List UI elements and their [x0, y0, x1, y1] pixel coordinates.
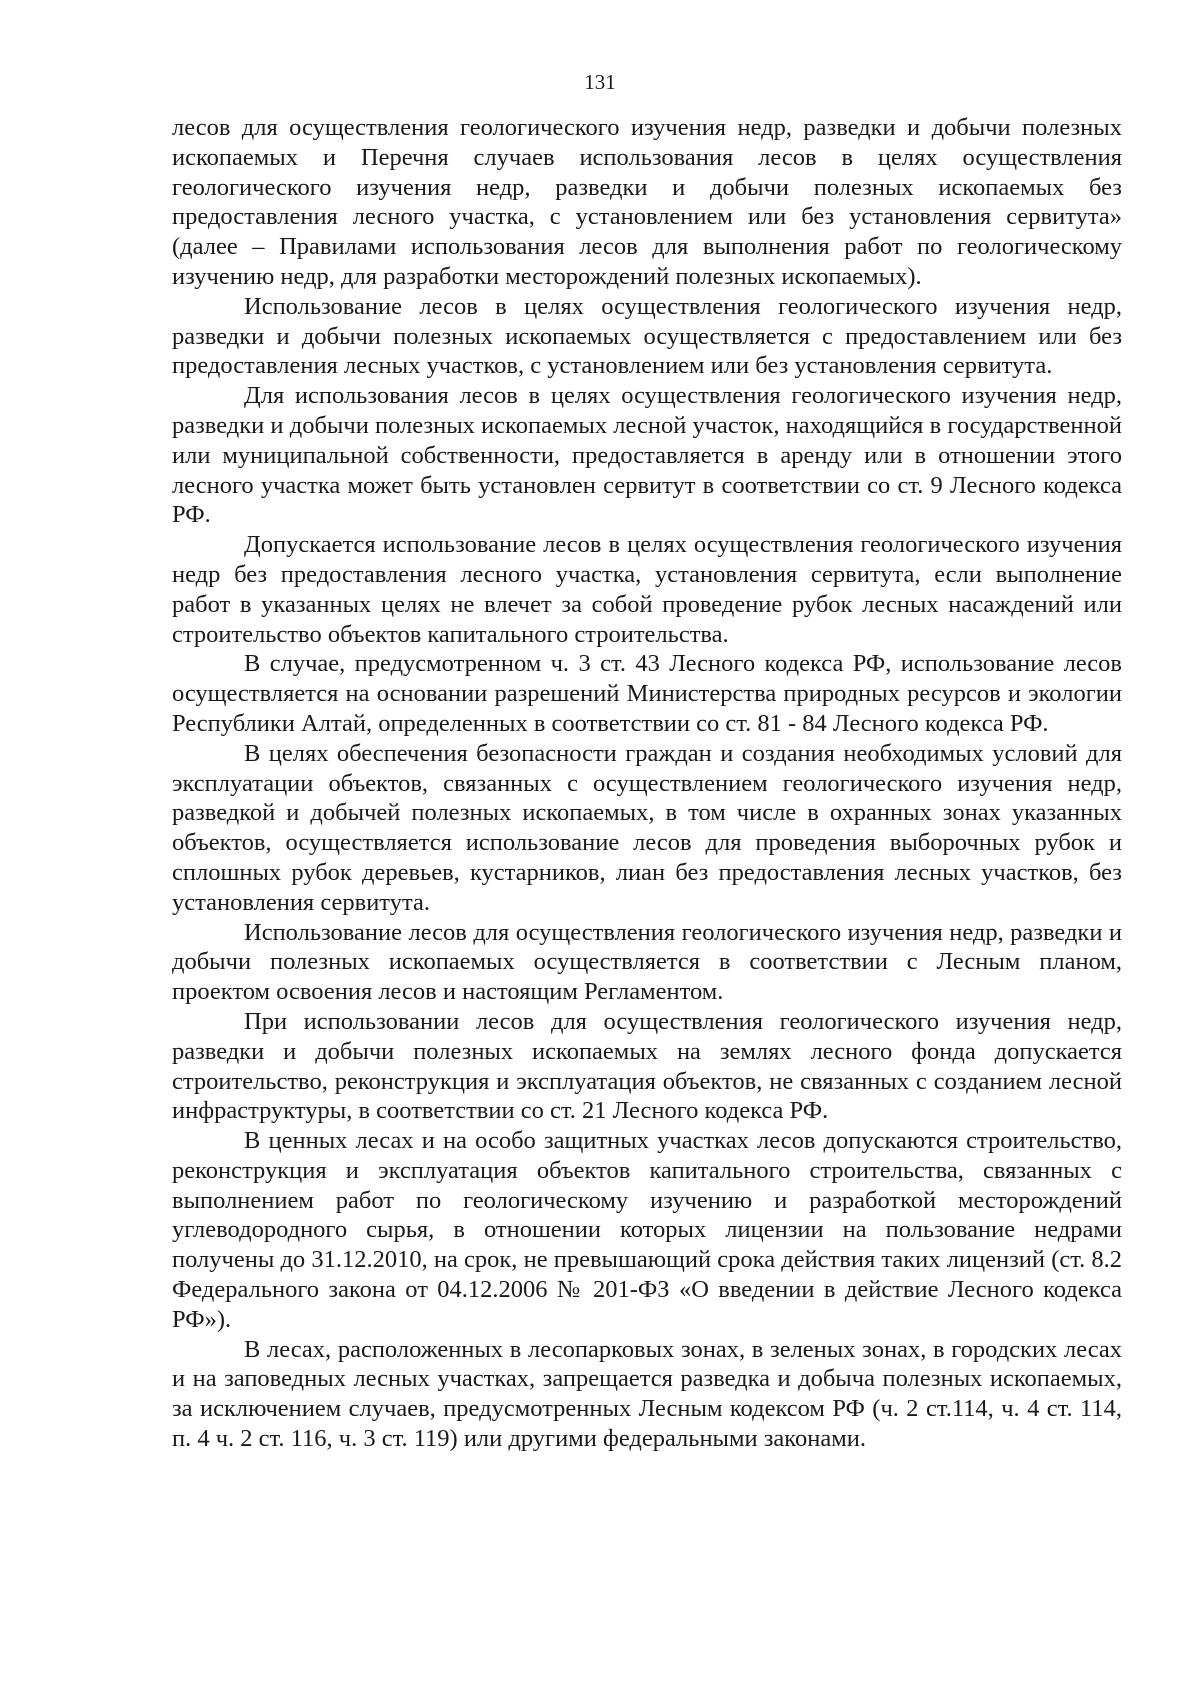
paragraph: Допускается использование лесов в целях осуществления геологического изучения недр без предоставления лесного участка, установления сервитута, если выполнение работ в указанных целях не влечет за собой проведение рубок лесных насаждений или строительство объектов капитального строительства. — [172, 531, 1122, 648]
paragraph: В лесах, расположенных в лесопарковых зонах, в зеленых зонах, в городских лесах и на заповедных лесных участках, запрещается разведка и добыча полезных ископаемых, за исключением случаев, предусмотренных Лесным кодексом РФ (ч. 2 ст.114, ч. 4 ст. 114, п. 4 ч. 2 ст. 116, ч. 3 ст. 119) или другими федеральными законами. — [172, 1335, 1122, 1453]
page-number: 131 — [584, 70, 616, 94]
document-body — [172, 113, 1122, 1454]
paragraph: В целях обеспечения безопасности граждан и создания необходимых условий для эксплуатации объектов, связанных с осуществлением геологического изучения недр, разведкой и добычей полезных ископаемых, в том числе в охранных зонах указанных объектов, осуществляется использование лесов для проведения выборочных рубок и сплошных рубок деревьев, кустарников, лиан без предоставления лесных участков, без установления сервитута. — [172, 739, 1122, 916]
paragraph: Использование лесов для осуществления геологического изучения недр, разведки и добычи полезных ископаемых осуществляется в соответствии с Лесным планом, проектом освоения лесов и настоящим Регламентом. — [172, 918, 1122, 1006]
paragraph: В ценных лесах и на особо защитных участках лесов допускаются строительство, реконструкция и эксплуатация объектов капитального строительства, связанных с выполнением работ по геологическому изучению и разработкой месторождений углеводородного сырья, в отношении которых лицензии на пользование недрами получены до 31.12.2010, на срок, не превышающий срока действия таких лицензий (ст. 8.2 Федерального закона от 04.12.2006 № 201-ФЗ «О введении в действие Лесного кодекса РФ»). — [172, 1127, 1122, 1333]
paragraph: При использовании лесов для осуществления геологического изучения недр, разведки и добычи полезных ископаемых на землях лесного фонда допускается строительство, реконструкция и эксплуатация объектов, не связанных с созданием лесной инфраструктуры, в соответствии со ст. 21 Лесного кодекса РФ. — [172, 1007, 1122, 1125]
paragraph: Использование лесов в целях осуществления геологического изучения недр, разведки и добычи полезных ископаемых осуществляется с предоставлением или без предоставления лесных участков, с установлением или без установления сервитута. — [172, 292, 1122, 380]
paragraph: Для использования лесов в целях осуществления геологического изучения недр, разведки и добычи полезных ископаемых лесной участок, находящийся в государственной или муниципальной собственности, предоставляется в аренду или в отношении этого лесного участка может быть установлен сервитут в соответствии со ст. 9 Лесного кодекса РФ. — [172, 382, 1122, 529]
paragraph: В случае, предусмотренном ч. 3 ст. 43 Лесного кодекса РФ, использование лесов осуществляется на основании разрешений Министерства природных ресурсов и экологии Республики Алтай, определенных в соответствии со ст. 81 - 84 Лесного кодекса РФ. — [172, 650, 1122, 737]
paragraph-continuation: лесов для осуществления геологического изучения недр, разведки и добычи полезных ископаемых и Перечня случаев использования лесов в целях осуществления геологического изучения недр, разведки и добычи полезных ископаемых без предоставления лесного участка, с установлением или без установления сервитута» (далее – Правилами использования лесов для выполнения работ по геологическому изучению недр, для разработки месторождений полезных ископаемых). — [172, 114, 1122, 290]
